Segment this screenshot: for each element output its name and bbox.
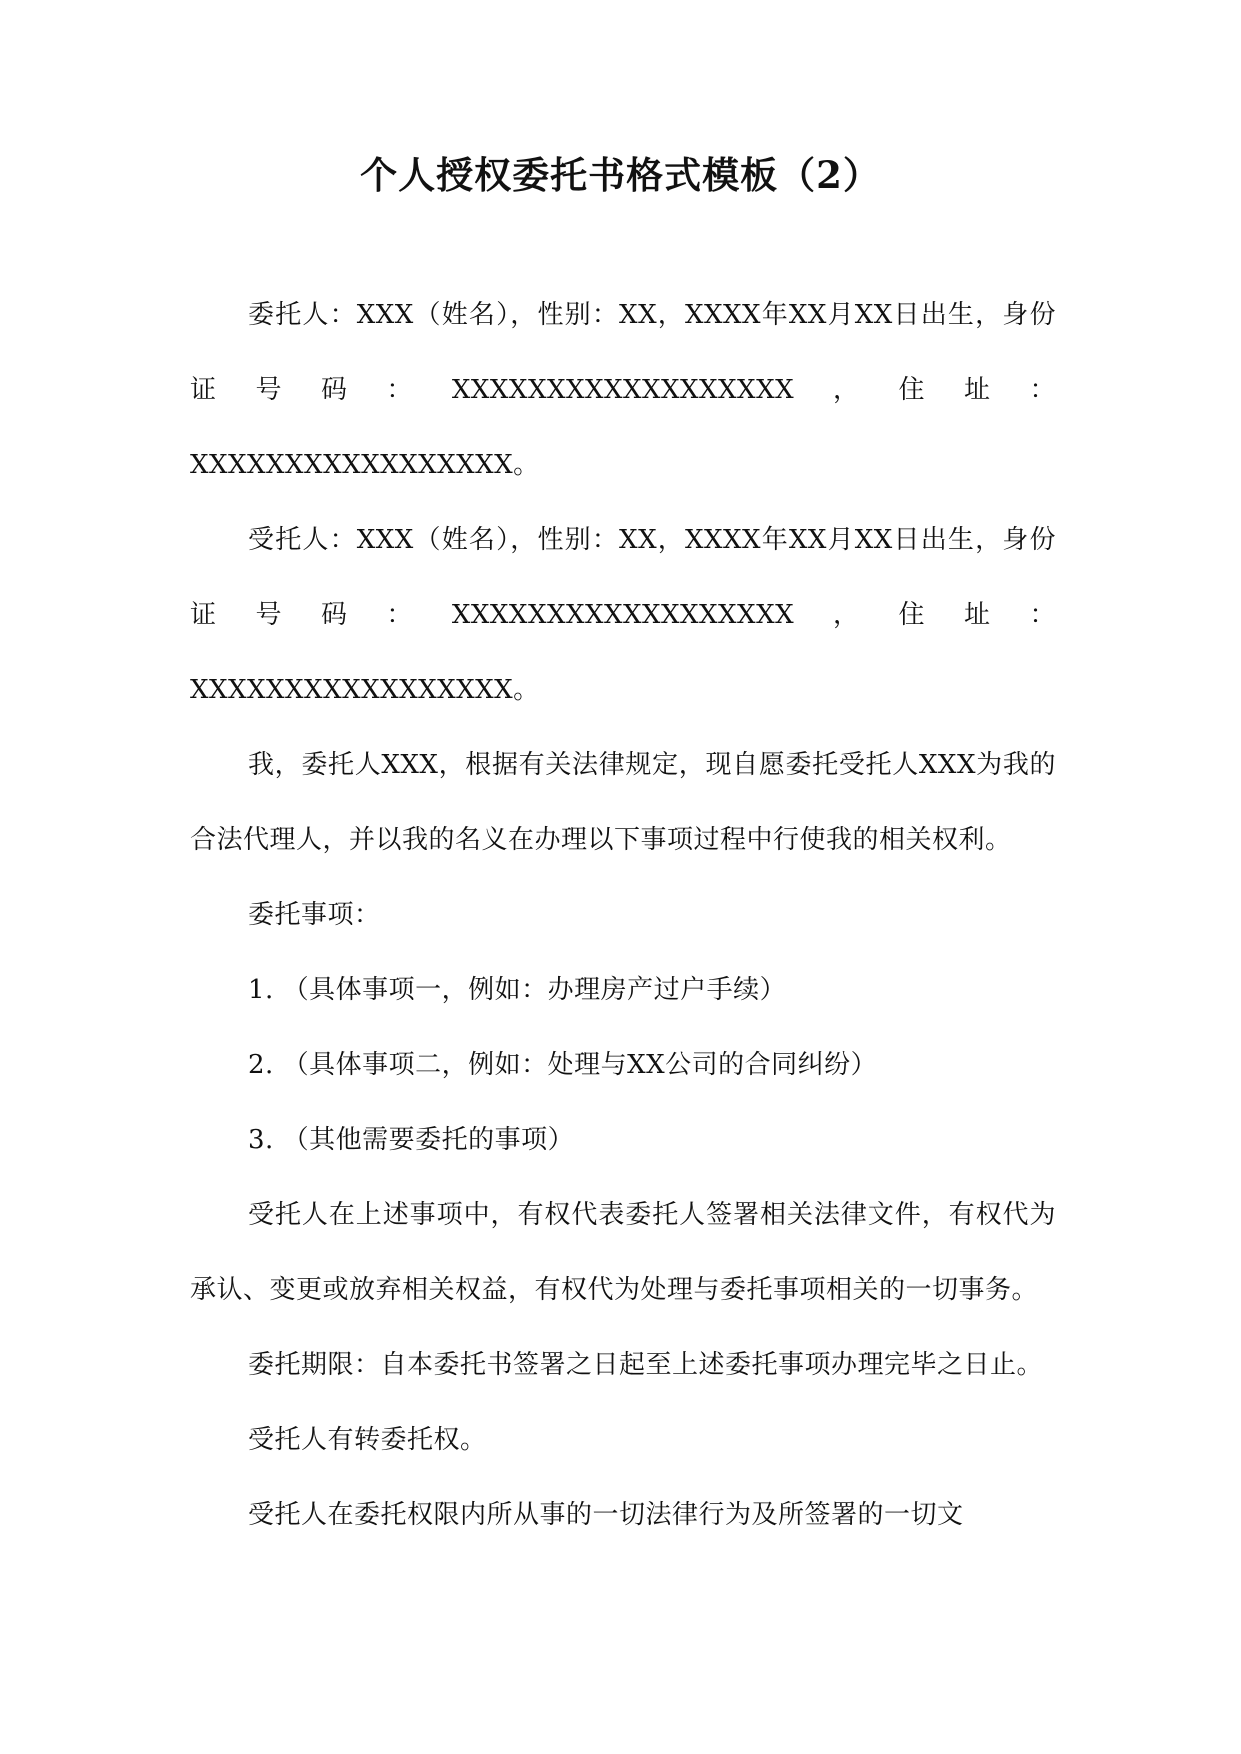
document-title: 个人授权委托书格式模板（2） (360, 153, 881, 197)
entrusted-matters-heading: 委托事项： (248, 900, 381, 930)
entrusted-matter-item-2: 2. （具体事项二，例如：处理与XX公司的合同纠纷） (248, 1050, 878, 1080)
principal-info-paragraph: 委托人：XXX（姓名），性别：XX，XXXX年XX月XX日出生，身份证号码：XXXXXXXXXXXXXXXXXX，住址：XXXXXXXXXXXXXXXXX。 (190, 300, 1056, 480)
agent-authority-paragraph: 受托人在上述事项中，有权代表委托人签署相关法律文件，有权代为承认、变更或放弃相关权益，有权代为处理与委托事项相关的一切事务。 (190, 1200, 1056, 1305)
authorization-statement-paragraph: 我，委托人XXX，根据有关法律规定，现自愿委托受托人XXX为我的合法代理人，并以我的名义在办理以下事项过程中行使我的相关权利。 (190, 750, 1056, 855)
entrusted-matter-item-3: 3. （其他需要委托的事项） (248, 1125, 575, 1155)
entrustment-period-paragraph: 委托期限：自本委托书签署之日起至上述委托事项办理完毕之日止。 (248, 1350, 1044, 1380)
sub-delegation-paragraph: 受托人有转委托权。 (248, 1425, 487, 1455)
document-body (190, 278, 1056, 1553)
agent-info-paragraph: 受托人：XXX（姓名），性别：XX，XXXX年XX月XX日出生，身份证号码：XXXXXXXXXXXXXXXXXX，住址：XXXXXXXXXXXXXXXXX。 (190, 525, 1056, 705)
legal-effect-paragraph: 受托人在委托权限内所从事的一切法律行为及所签署的一切文 (248, 1500, 964, 1530)
entrusted-matter-item-1: 1. （具体事项一，例如：办理房产过户手续） (248, 975, 787, 1005)
